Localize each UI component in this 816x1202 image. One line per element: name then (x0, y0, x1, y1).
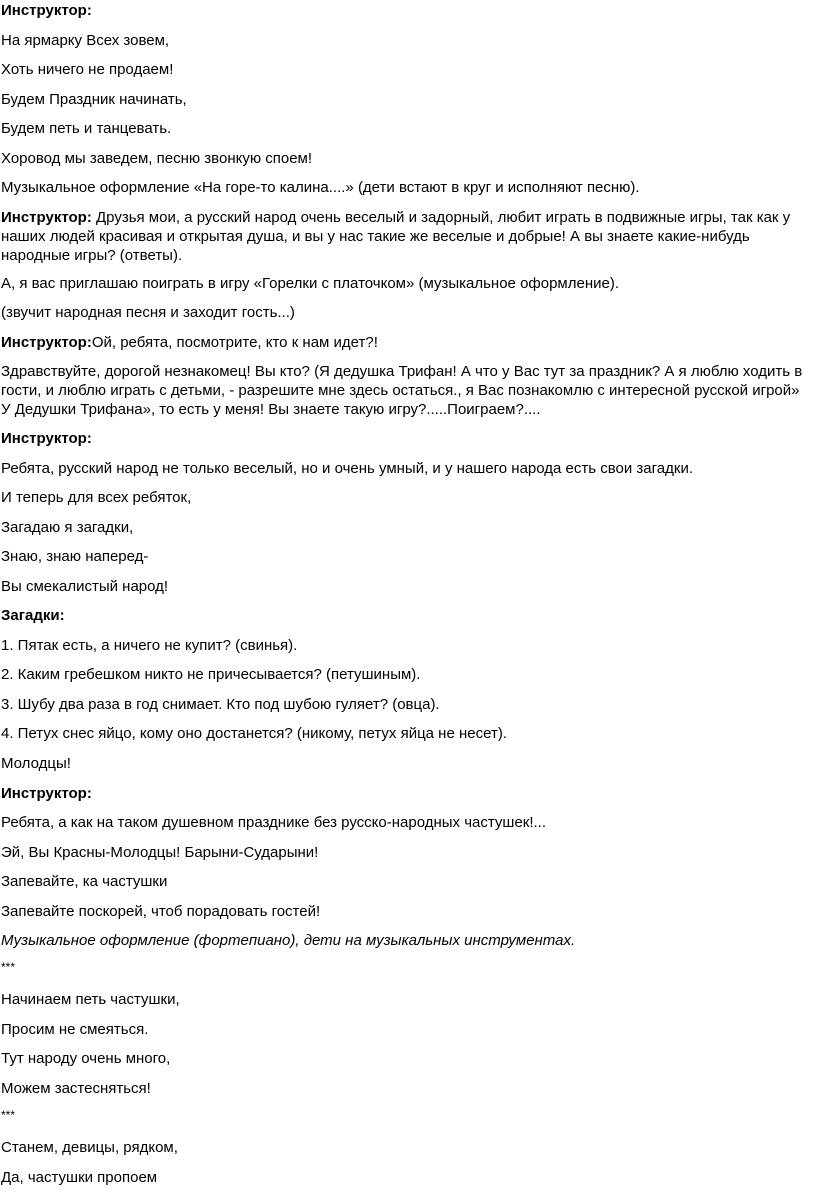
riddle-item: 4. Петух снес яйцо, кому оно достанется? (никому, петух яйца не несет). (1, 725, 507, 742)
text-line: Запевайте поскорей, чтоб порадовать гостей! (1, 903, 321, 920)
speaker-label: Инструктор: (1, 334, 92, 351)
riddle-item: 2. Каким гребешком никто не причесывается? (петушиным). (1, 666, 421, 683)
text-line: А, я вас приглашаю поиграть в игру «Горелки с платочком» (музыкальное оформление). (1, 275, 620, 292)
verse-line: Тут народу очень много, (1, 1050, 171, 1067)
speaker-label: Инструктор: (1, 209, 92, 226)
verse-line: Да, частушки пропоем (1, 1169, 158, 1186)
text-line: Будем петь и танцевать. (1, 120, 172, 137)
text-line: Ребята, а как на таком душевном празднике без русско-народных частушек!... (1, 814, 547, 831)
verse-line: Станем, девицы, рядком, (1, 1139, 178, 1156)
text-line: Запевайте, ка частушки (1, 873, 168, 890)
paragraph (1, 333, 806, 352)
text-line: Музыкальное оформление «На горе-то калина....» (дети встают в круг и исполняют песню). (1, 179, 640, 196)
text-line: Ребята, русский народ не только веселый, но и очень умный, и у нашего народа есть свои загадки. (1, 460, 693, 477)
speaker-label: Инструктор: (1, 785, 92, 802)
verse-line: Можем застесняться! (1, 1080, 151, 1097)
text-line: Загадаю я загадки, (1, 519, 134, 536)
verse-separator: *** (1, 1108, 16, 1122)
speaker-label: Инструктор: (1, 430, 92, 447)
verse-line: Просим не смеяться. (1, 1021, 149, 1038)
text-line: И теперь для всех ребяток, (1, 489, 192, 506)
paragraph (1, 208, 806, 265)
paragraph-text: Друзья мои, а русский народ очень веселый и задорный, любит играть в подвижные игры, так как у наших людей красивая и открытая душа, и вы у нас такие же веселые и добрые! А вы знаете какие-нибудь народные игры? (ответы). (1, 209, 791, 264)
paragraph: Здравствуйте, дорогой незнакомец! Вы кто? (Я дедушка Трифан! А что у Вас тут за праздник? А я люблю ходить в гости, и люблю играть с детьми, - разрешите мне здесь остаться., я Вас познакомлю с интересной русской игрой» У Дедушки Трифана», то есть у меня! Вы знаете такую игру?.....Поиграем?.... (1, 363, 803, 418)
riddles-heading: Загадки: (1, 607, 65, 624)
verse-line: Начинаем петь частушки, (1, 991, 180, 1008)
text-line: Будем Праздник начинать, (1, 91, 187, 108)
text-line: Вы смекалистый народ! (1, 578, 169, 595)
riddle-item: 1. Пятак есть, а ничего не купит? (свинья). (1, 637, 298, 654)
text-line: На ярмарку Всех зовем, (1, 32, 170, 49)
text-line: Эй, Вы Красны-Молодцы! Барыни-Сударыни! (1, 844, 319, 861)
verse-separator: *** (1, 960, 16, 974)
riddle-item: 3. Шубу два раза в год снимает. Кто под шубою гуляет? (овца). (1, 696, 440, 713)
text-line: Молодцы! (1, 755, 71, 772)
text-line: (звучит народная песня и заходит гость...) (1, 304, 295, 321)
text-line: Хоровод мы заведем, песню звонкую споем! (1, 150, 313, 167)
paragraph-text: Ой, ребята, посмотрите, кто к нам идет?! (91, 334, 378, 351)
text-line: Хоть ничего не продаем! (1, 61, 174, 78)
text-line: Знаю, знаю наперед- (1, 548, 149, 565)
stage-direction: Музыкальное оформление (фортепиано), дети на музыкальных инструментах. (1, 932, 576, 949)
speaker-label: Инструктор: (1, 2, 92, 19)
